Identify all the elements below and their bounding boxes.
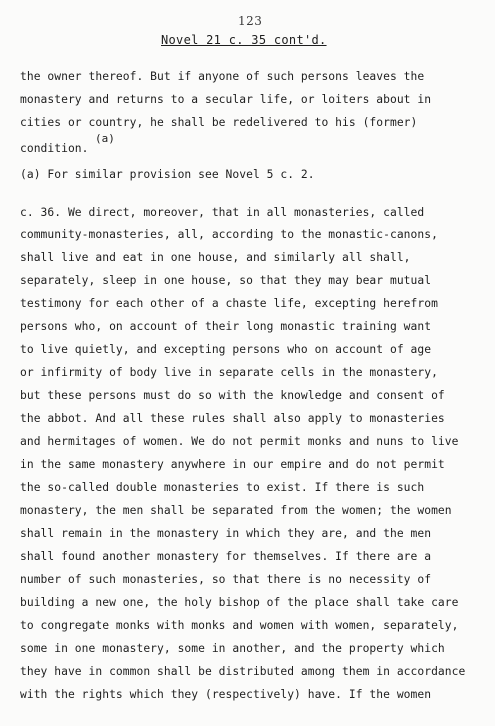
text-line: the abbot. And all these rules shall also apply to monasteries: [20, 412, 445, 425]
text-line: community-monasteries, all, according to the monastic-canons,: [20, 228, 438, 241]
footnote: (a) For similar provision see Novel 5 c. 2.: [20, 168, 315, 181]
text-line: some in one monastery, some in another, and the property which: [20, 642, 445, 655]
text-line: cities or country, he shall be redelivered to his (former): [20, 116, 418, 129]
text-line: shall found another monastery for themselves. If there are a: [20, 550, 432, 563]
text-line: but these persons must do so with the knowledge and consent of: [20, 389, 445, 402]
text-line: building a new one, the holy bishop of the place shall take care: [20, 596, 459, 609]
text-line: to live quietly, and excepting persons who on account of age: [20, 343, 432, 356]
text-line: to congregate monks with monks and women with women, separately,: [20, 619, 459, 632]
text-line: shall live and eat in one house, and similarly all shall,: [20, 251, 411, 264]
text-line: separately, sleep in one house, so that they may bear mutual: [20, 274, 432, 287]
text-line: with the rights which they (respectively) have. If the women: [20, 688, 432, 701]
page-number: 123: [238, 14, 263, 28]
text-line: the so-called double monasteries to exist. If there is such: [20, 481, 425, 494]
text-line: or infirmity of body live in separate cells in the monastery,: [20, 366, 438, 379]
text-line: number of such monasteries, so that there is no necessity of: [20, 573, 432, 586]
footnote-marker: (a): [95, 132, 115, 145]
text-line: condition.: [20, 142, 89, 155]
text-line: they have in common shall be distributed among them in accordance: [20, 665, 466, 678]
text-line: shall remain in the monastery in which they are, and the men: [20, 527, 432, 540]
text-line: and hermitages of women. We do not permit monks and nuns to live: [20, 435, 459, 448]
text-line: c. 36. We direct, moreover, that in all monasteries, called: [20, 206, 425, 219]
text-line: monastery and returns to a secular life, or loiters about in: [20, 93, 432, 106]
section-header: Novel 21 c. 35 cont'd.: [161, 33, 327, 47]
text-line: the owner thereof. But if anyone of such persons leaves the: [20, 70, 425, 83]
text-line: monastery, the men shall be separated from the women; the women: [20, 504, 452, 517]
text-line: persons who, on account of their long monastic training want: [20, 320, 432, 333]
text-line: in the same monastery anywhere in our empire and do not permit: [20, 458, 445, 471]
text-line: testimony for each other of a chaste life, excepting herefrom: [20, 297, 438, 310]
